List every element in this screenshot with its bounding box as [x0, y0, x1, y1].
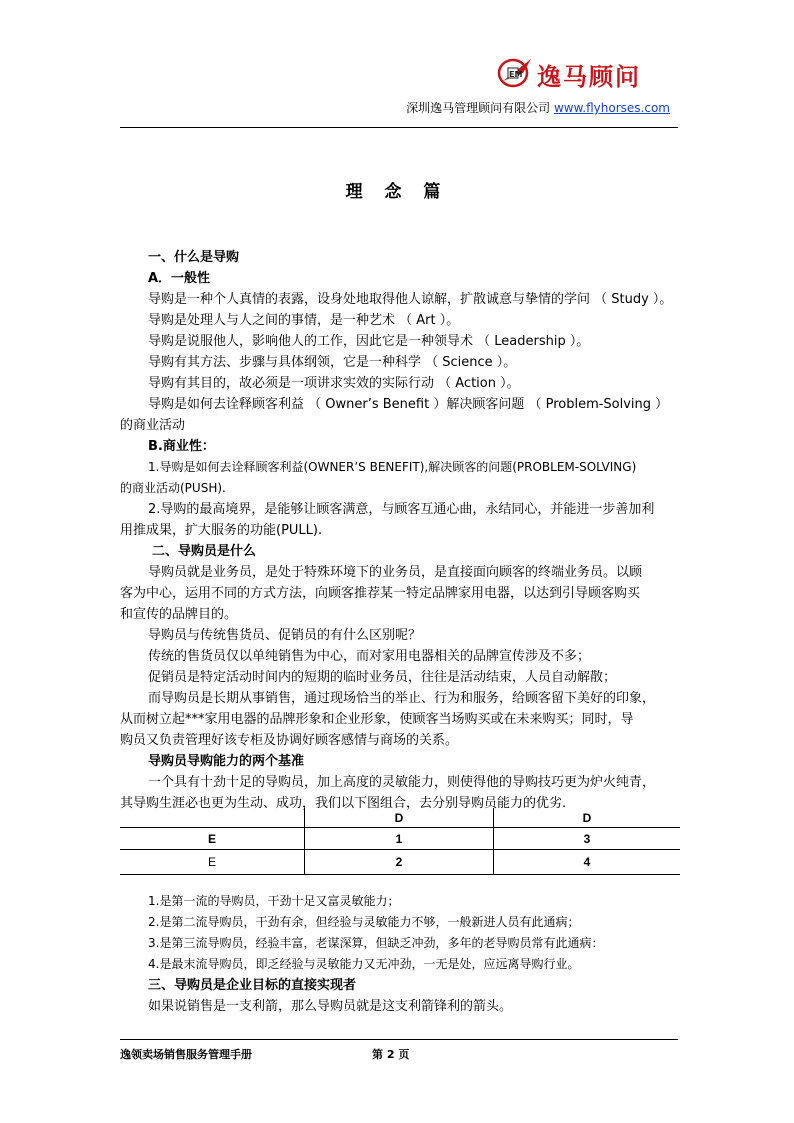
table-cell: E — [120, 850, 305, 875]
paragraph-line: 和宣传的品牌目的。 — [120, 607, 238, 622]
table-row — [120, 850, 680, 875]
subsection-heading: B.商业性： — [148, 439, 215, 454]
company-line — [400, 99, 670, 116]
list-item: 2.是第二流导购员，干劲有余，但经验与灵敏能力不够，一般新进人员有此通病； — [148, 915, 580, 929]
paragraph-line: 其导购生涯必也更为生动、成功，我们以下图组合，去分别导购员能力的优劣. — [120, 796, 567, 811]
paragraph-line: 购员又负责管理好该专柜及协调好顾客感情与商场的关系。 — [120, 733, 459, 748]
paragraph-line: 导购有其方法、步骤与具体纲领，它是一种科学 （ Science ）。 — [148, 355, 517, 370]
page-number: 第 2 页 — [372, 1048, 410, 1061]
paragraph-line: 导购员与传统售货员、促销员的有什么区别呢？ — [148, 628, 422, 643]
paragraph-line: 传统的售货员仅以单纯销售为中心，而对家用电器相关的品牌宣传涉及不多； — [148, 649, 591, 664]
website-link[interactable]: www.flyhorses.com — [553, 101, 670, 115]
table-cell: 2 — [305, 850, 494, 875]
paragraph-line: 导购是一种个人真情的表露，设身处地取得他人谅解，扩散诚意与挚情的学问 （ Study ）。 — [148, 292, 673, 307]
company-name: 深圳逸马管理顾问有限公司 — [406, 101, 551, 115]
paragraph-line: 导购有其目的，故必须是一项讲求实效的实际行动 （ Action ）。 — [148, 376, 520, 391]
table-cell: D — [305, 808, 494, 828]
paragraph-line: 的商业活动 — [120, 418, 186, 433]
paragraph-line: 的商业活动(PUSH). — [120, 481, 226, 495]
paragraph-line: 1.导购是如何去诠释顾客利益(OWNER’S BENEFIT),解决顾客的问题(PROBLEM-SOLVING) — [148, 460, 637, 474]
footer-divider — [120, 1039, 678, 1040]
section-heading: 导购员导购能力的两个基准 — [148, 754, 305, 769]
horse-logo-icon — [497, 55, 537, 91]
company-logo — [497, 55, 672, 91]
table-cell — [120, 808, 305, 828]
section-heading: 三、导购员是企业目标的直接实现者 — [148, 978, 357, 993]
footer-title: 逸领卖场销售服务管理手册 — [120, 1048, 252, 1061]
section-heading: 二、导购员是什么 — [152, 544, 257, 559]
header-divider — [120, 127, 678, 128]
section-heading: 一、什么是导购 — [148, 250, 240, 265]
list-item: 3.是第三流导购员，经验丰富，老谋深算，但缺乏冲劲，多年的老导购员常有此通病： — [148, 936, 604, 950]
paragraph-line: 导购是处理人与人之间的事情，是一种艺术 （ Art ）。 — [148, 313, 460, 328]
table-cell: 4 — [494, 850, 681, 875]
paragraph-line: 如果说销售是一支利箭，那么导购员就是这支利箭锋利的箭头。 — [148, 999, 513, 1014]
list-item: 1.是第一流的导购员，干劲十足又富灵敏能力； — [148, 894, 400, 908]
paragraph-line: 2.导购的最高境界，是能够让顾客满意，与顾客互通心曲，永结同心，并能进一步善加利 — [148, 502, 655, 517]
paragraph-line: 而导购员是长期从事销售，通过现场恰当的举止、行为和服务，给顾客留下美好的印象， — [148, 691, 656, 706]
logo-text: 逸马顾问 — [537, 63, 641, 91]
subsection-heading: A．一般性 — [148, 271, 211, 286]
ability-table — [120, 808, 680, 875]
paragraph-line: 导购是如何去诠释顾客利益 （ Owner’s Benefit ）解决顾客问题 （ Problem-Solving ） — [148, 397, 669, 412]
table-cell: 3 — [494, 828, 681, 850]
table-header-row — [120, 808, 680, 828]
page-title: 理 念 篇 — [345, 182, 449, 202]
paragraph-line: 促销员是特定活动时间内的短期的临时业务员，往往是活动结束，人员自动解散； — [148, 670, 617, 685]
list-item: 4.是最末流导购员，即乏经验与灵敏能力又无冲劲，一无是处，应远离导购行业。 — [148, 957, 580, 971]
svg-text:EM: EM — [509, 70, 523, 79]
paragraph-line: 一个具有十劲十足的导购员，加上高度的灵敏能力，则使得他的导购技巧更为炉火纯青， — [148, 775, 656, 790]
table-cell: D — [494, 808, 681, 828]
table-row — [120, 828, 680, 850]
table-cell: 1 — [305, 828, 494, 850]
paragraph-line: 客为中心，运用不同的方式方法，向顾客推荐某一特定品牌家用电器，以达到引导顾客购买 — [120, 586, 641, 601]
table-cell: E — [120, 828, 305, 850]
paragraph-line: 从而树立起***家用电器的品牌形象和企业形象，使顾客当场购买或在未来购买；同时，导 — [120, 712, 634, 727]
paragraph-line: 导购员就是业务员，是处于特殊环境下的业务员，是直接面向顾客的终端业务员。以顾 — [148, 565, 643, 580]
paragraph-line: 用推成果，扩大服务的功能(PULL). — [120, 523, 323, 538]
paragraph-line: 导购是说服他人，影响他人的工作，因此它是一种领导术 （ Leadership ）。 — [148, 334, 590, 349]
